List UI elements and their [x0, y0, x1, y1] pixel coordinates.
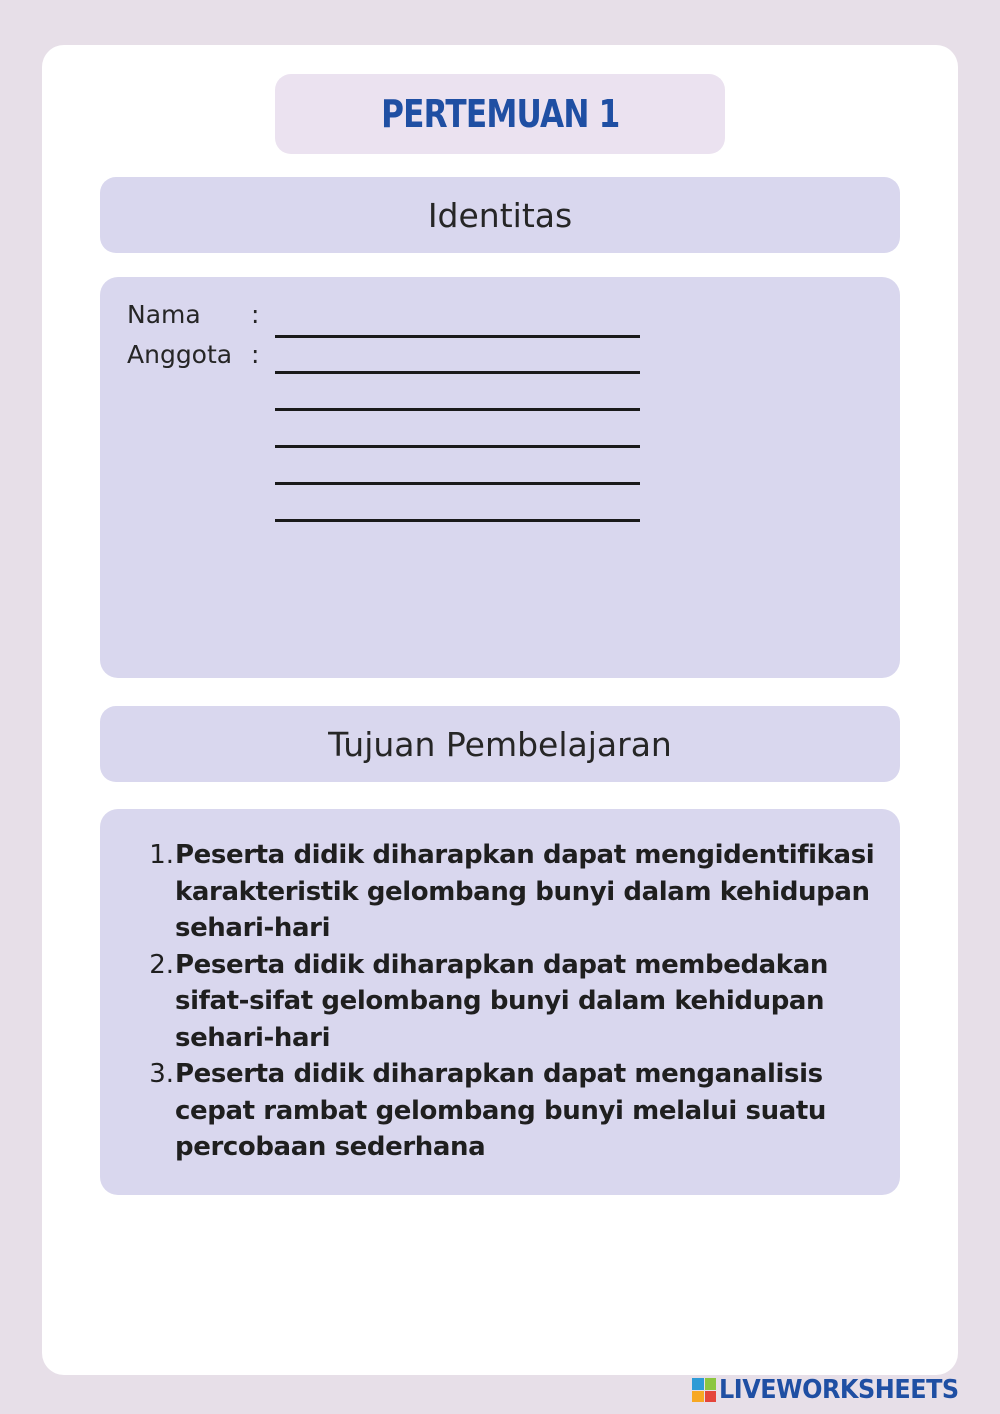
- objective-number: 1.: [149, 840, 174, 870]
- name-label: Nama: [127, 300, 201, 329]
- list-item: [140, 1056, 890, 1166]
- liveworksheets-logo-icon: [692, 1378, 716, 1402]
- member-input-line-4[interactable]: [275, 482, 640, 485]
- identitas-panel: [100, 277, 900, 678]
- member-input-line-5[interactable]: [275, 519, 640, 522]
- objective-text: Peserta didik diharapkan dapat mengidentifikasi karakteristik gelombang bunyi dalam kehidupan sehari-hari: [175, 840, 875, 943]
- liveworksheets-brand[interactable]: [692, 1376, 980, 1404]
- member-input-line-2[interactable]: [275, 408, 640, 411]
- objective-text: Peserta didik diharapkan dapat menganalisis cepat rambat gelombang bunyi melalui suatu percobaan sederhana: [175, 1059, 826, 1162]
- objective-number: 2.: [149, 949, 174, 980]
- member-input-line-3[interactable]: [275, 445, 640, 448]
- tujuan-header: Tujuan Pembelajaran: [100, 706, 900, 782]
- objective-number: 3.: [149, 1059, 174, 1089]
- name-colon: :: [251, 300, 260, 329]
- member-input-line-1[interactable]: [275, 371, 640, 374]
- identitas-header: Identitas: [100, 177, 900, 253]
- list-item: [140, 837, 890, 947]
- objectives-list: [140, 837, 890, 1166]
- members-label: Anggota: [127, 340, 233, 369]
- name-input-line[interactable]: [275, 335, 640, 338]
- page-title: PERTEMUAN 1: [380, 92, 620, 136]
- members-colon: :: [251, 340, 260, 369]
- title-banner: [275, 74, 725, 154]
- brand-text: LIVEWORKSHEETS: [719, 1375, 959, 1405]
- list-item: [140, 947, 890, 1057]
- tujuan-panel: [100, 809, 900, 1195]
- objective-text: Peserta didik diharapkan dapat membedakan sifat-sifat gelombang bunyi dalam kehidupan sehari-hari: [175, 949, 828, 1053]
